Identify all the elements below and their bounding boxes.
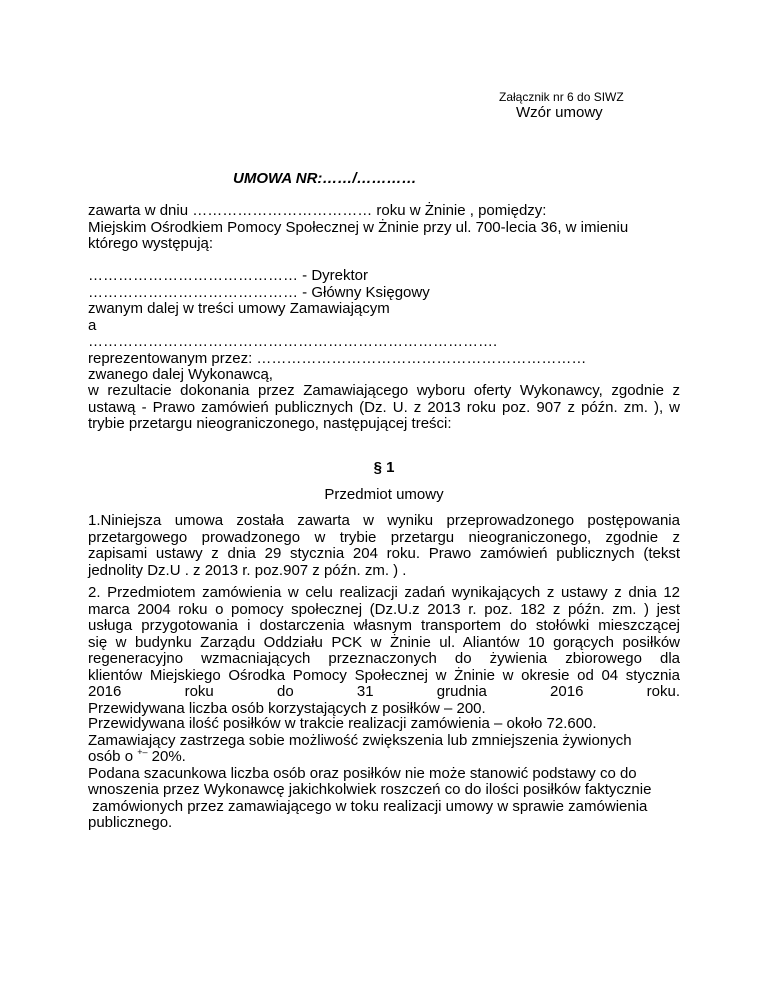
annex-label: Załącznik nr 6 do SIWZ <box>499 90 624 104</box>
section-number: § 1 <box>373 459 395 476</box>
plus-minus-sign: +‒ <box>137 747 148 757</box>
intro-line-2: Miejskim Ośrodkiem Pomocy Społecznej w Żninie przy ul. 700-lecia 36, w imieniu <box>88 218 629 236</box>
paragraph-3 <box>88 716 680 832</box>
template-title: Wzór umowy <box>516 104 603 121</box>
para3-line-4: Podana szacunkowa liczba osób oraz posiłków nie może stanowić podstawy co do <box>88 764 637 782</box>
para1-line-1: 1.Niniejsza umowa została zawarta w wyniku przeprowadzonego postępowania <box>88 512 680 529</box>
para2-line-7: 2016 roku do 31 grudnia 2016 roku. <box>88 683 680 700</box>
director-line: …………………………………… - Dyrektor <box>88 267 369 284</box>
para3-line-7: publicznego. <box>88 814 173 831</box>
para1-line-4: jednolity Dz.U . z 2013 r. poz.907 z późn. zm. ) . <box>88 561 407 579</box>
result-line-3: trybie przetargu nieograniczonego, następującej treści: <box>88 415 452 432</box>
section-title: Przedmiot umowy <box>324 486 444 503</box>
contractor-dots: ………………………………………………………………………. <box>88 333 498 350</box>
para3-line-3-suffix: 20%. <box>147 748 186 765</box>
client-definition: zwanym dalej w treści umowy Zamawiającym <box>88 300 390 317</box>
para1-line-3: zapisami ustawy z dnia 29 stycznia 204 roku. Prawo zamówień publicznych (tekst <box>88 545 680 562</box>
result-line-2: ustawą - Prawo zamówień publicznych (Dz. U. z 2013 roku poz. 907 z późn. zm. ), w <box>88 398 680 416</box>
para2-line-1: 2. Przedmiotem zamówienia w celu realizacji zadań wynikających z ustawy z dnia 12 <box>88 584 680 601</box>
para2-line-3: usługa przygotowania i dostarczenia własnym transportem do stołówki mieszczącej <box>88 617 680 634</box>
and-word: a <box>88 316 97 334</box>
para3-line-3 <box>88 749 680 766</box>
para2-line-2: marca 2004 roku o pomocy społecznej (Dz.U.z 2013 r. poz. 182 z późn. zm. ) jest <box>88 600 680 618</box>
result-paragraph <box>88 383 680 433</box>
para3-line-3-prefix: osób o <box>88 748 138 765</box>
paragraph-2 <box>88 585 680 717</box>
para3-line-2: Zamawiający zastrzega sobie możliwość zwiększenia lub zmniejszenia żywionych <box>88 731 632 749</box>
para1-line-2: przetargowego prowadzonego w trybie przetargu nieograniczonego, zgodnie z <box>88 528 680 546</box>
para2-line-6: klientów Miejskiego Ośrodka Pomocy Społecznej w Żninie w okresie od 04 stycznia <box>88 666 680 684</box>
contractor-definition: zwanego dalej Wykonawcą, <box>88 366 273 383</box>
result-line-1: w rezultacie dokonania przez Zamawiającego wyboru oferty Wykonawcy, zgodnie z <box>88 382 680 399</box>
para3-line-1: Przewidywana ilość posiłków w trakcie realizacji zamówienia – około 72.600. <box>88 715 597 732</box>
intro-line-1: zawarta w dniu ……………………………… roku w Żninie , pomiędzy: <box>88 202 547 219</box>
para3-line-5: wnoszenia przez Wykonawcę jakichkolwiek roszczeń co do ilości posiłków faktycznie <box>88 781 652 798</box>
intro-line-3: którego występują: <box>88 235 214 252</box>
parties-block <box>88 268 680 384</box>
para2-line-5: regeneracyjno wzmacniających przeznaczonych do żywienia zbiorowego dla <box>88 650 680 667</box>
intro-block <box>88 203 680 253</box>
contract-number: UMOWA NR:……/………… <box>233 170 417 187</box>
paragraph-1 <box>88 513 680 579</box>
chief-accountant-line: …………………………………… - Główny Księgowy <box>88 283 430 301</box>
para3-line-6: zamówionych przez zamawiającego w toku realizacji umowy w sprawie zamówienia <box>88 797 648 815</box>
para2-line-4: się w budynku Zarządu Oddziału PCK w Żninie ul. Aliantów 10 gorących posiłków <box>88 633 680 651</box>
represented-by-line: reprezentowanym przez: ………………………………………………………… <box>88 349 587 367</box>
para2-line-8: Przewidywana liczba osób korzystających z posiłków – 200. <box>88 699 486 717</box>
